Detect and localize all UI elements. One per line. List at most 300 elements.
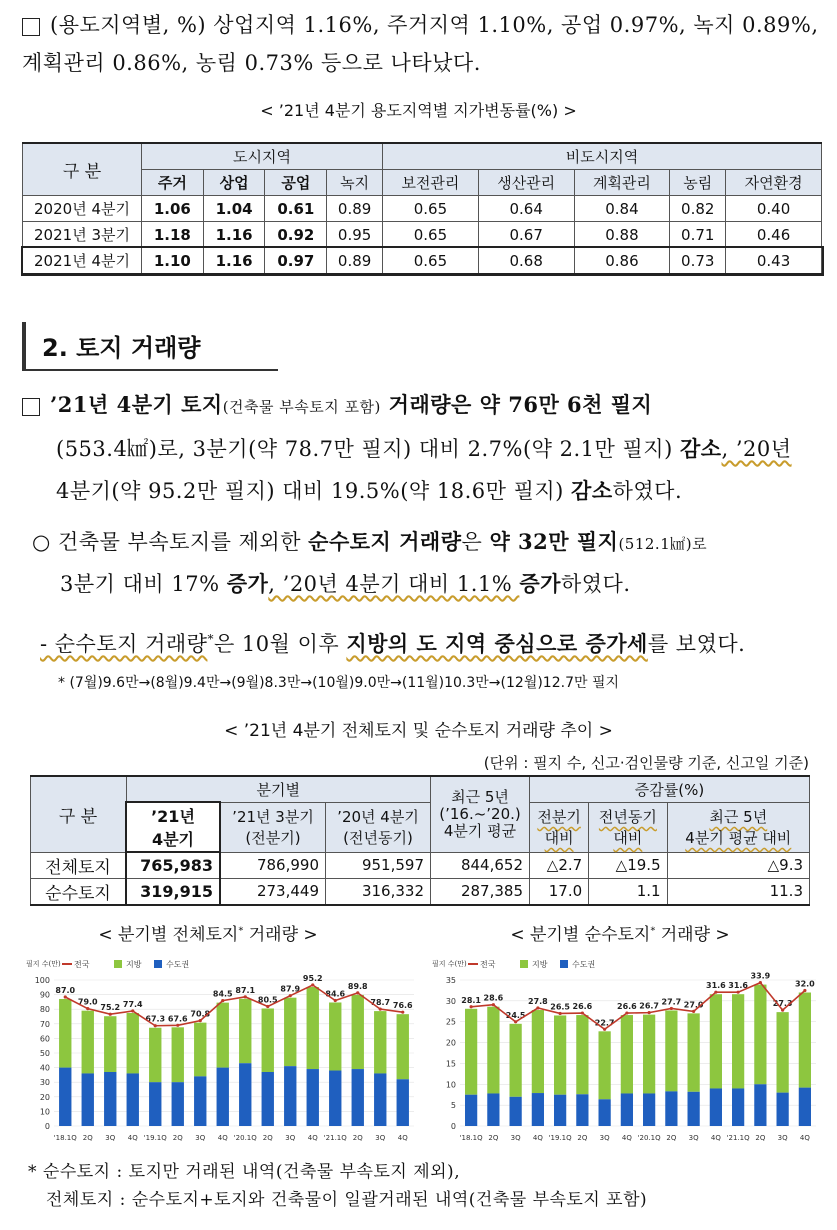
cell: 0.65	[383, 222, 479, 248]
x-tick-label: '19.1Q	[548, 1134, 572, 1142]
cell: 0.84	[574, 196, 670, 222]
table2-row-header: 구 분	[31, 776, 127, 852]
data-label: 33.9	[750, 971, 771, 981]
bar-local	[262, 1008, 274, 1072]
cell: 1.04	[203, 196, 265, 222]
line-point	[470, 1005, 473, 1008]
bar-capital	[732, 1088, 744, 1126]
y-tick-label: 20	[445, 1038, 456, 1048]
t1-col-8: 자연환경	[726, 170, 822, 196]
chart1-title	[28, 920, 388, 945]
legend-swatch-icon	[154, 960, 162, 968]
cell: 0.61	[265, 196, 327, 222]
col-recent5	[431, 776, 530, 852]
cell: 1.06	[142, 196, 204, 222]
bar-local	[127, 1013, 139, 1073]
bar-local	[621, 1015, 633, 1093]
line-point	[86, 1007, 89, 1010]
bar-capital	[172, 1082, 184, 1126]
cell: △19.5	[589, 852, 667, 878]
group-quarter: 분기별	[126, 776, 431, 802]
data-label: 67.6	[167, 1014, 188, 1024]
x-tick-label: '20.1Q	[637, 1134, 661, 1142]
legend-label: 지방	[126, 960, 142, 969]
t1-col-2: 공업	[265, 170, 327, 196]
line-point	[266, 1005, 269, 1008]
bar-local	[352, 995, 364, 1069]
x-tick-label: 4Q	[307, 1134, 318, 1142]
cell: 0.82	[670, 196, 726, 222]
data-label: 87.0	[55, 985, 76, 995]
line-point	[289, 994, 292, 997]
line-point	[64, 995, 67, 998]
bar-capital	[284, 1066, 296, 1126]
pure-land-chart	[428, 956, 824, 1146]
data-label: 77.4	[122, 999, 143, 1009]
line-point	[379, 1007, 382, 1010]
t1-col-0: 주거	[142, 170, 204, 196]
bar-local	[777, 1012, 789, 1093]
legend-label: 전국	[480, 960, 496, 969]
bar-local	[665, 1010, 677, 1091]
p1-a: ’21년 4분기 토지	[50, 392, 223, 417]
line-point	[559, 1012, 562, 1015]
data-label: 87.1	[235, 985, 256, 995]
y-tick-label: 20	[39, 1092, 50, 1102]
bar-local	[239, 999, 251, 1063]
x-tick-label: 2Q	[577, 1134, 588, 1142]
x-tick-label: 4Q	[127, 1134, 138, 1142]
bar-local	[754, 985, 766, 1085]
data-label: 31.6	[706, 981, 726, 991]
bar-capital	[239, 1063, 251, 1126]
t2-chgcol-line: 대비	[544, 829, 574, 847]
p2-h: , ’20년 4분기 대비 1.1%	[268, 572, 520, 596]
x-tick-label: 3Q	[688, 1134, 699, 1142]
line-point	[603, 1028, 606, 1031]
bar-capital	[307, 1069, 319, 1126]
x-tick-label: '21.1Q	[323, 1134, 347, 1142]
table2-unit: (단위 : 필지 수, 신고·검인물량 기준, 신고일 기준)	[483, 754, 809, 772]
bar-capital	[104, 1072, 116, 1126]
data-label: 27.7	[661, 997, 682, 1007]
bar-capital	[754, 1084, 766, 1126]
t2-qcol-line: (전년동기)	[343, 829, 413, 847]
line-point	[625, 1011, 628, 1014]
y-tick-label: 15	[445, 1059, 456, 1069]
cell: 0.65	[383, 196, 479, 222]
data-label: 78.7	[370, 998, 391, 1008]
line-point	[514, 1020, 517, 1023]
bar-capital	[149, 1082, 161, 1126]
bar-local	[532, 1010, 544, 1093]
cell: 287,385	[431, 878, 530, 905]
bar-capital	[127, 1073, 139, 1126]
p2-f: 3분기 대비 17%	[60, 572, 227, 596]
bar-local	[643, 1015, 655, 1094]
fn-l1b: 토지만 거래된 내역(건축물 부속토지 제외),	[128, 1162, 461, 1182]
x-tick-label: 2Q	[488, 1134, 499, 1142]
chart2-title	[440, 920, 800, 945]
p2-b: 순수토지 거래량	[308, 529, 462, 554]
line-point	[356, 991, 359, 994]
x-tick-label: 4Q	[217, 1134, 228, 1142]
c1t-sup: *	[238, 925, 244, 937]
data-label: 27.8	[528, 997, 548, 1007]
cell: 951,597	[326, 852, 431, 878]
table-row	[31, 852, 810, 878]
y-tick-label: 0	[44, 1122, 50, 1131]
p2-i: 증가	[519, 571, 561, 596]
cell: 0.95	[327, 222, 383, 248]
y-tick-label: 70	[39, 1019, 50, 1029]
cell: 786,990	[220, 852, 326, 878]
bar-local	[149, 1028, 161, 1082]
volume-table	[30, 775, 810, 906]
p2-d: 약 32만 필지	[489, 529, 619, 554]
bar-capital	[217, 1068, 229, 1126]
line-point	[311, 983, 314, 986]
line-point	[714, 991, 717, 994]
y-tick-label: 100	[34, 976, 50, 985]
data-label: 67.3	[145, 1014, 166, 1024]
intro-bullet	[22, 6, 822, 82]
data-label: 79.0	[77, 997, 98, 1007]
y-tick-label: 50	[39, 1049, 50, 1058]
bar-capital	[510, 1097, 522, 1126]
cell: 0.68	[478, 248, 574, 275]
t2-qcol-line: ’21년	[151, 807, 195, 826]
bar-capital	[643, 1093, 655, 1126]
data-label: 31.6	[728, 981, 748, 991]
t1-col-6: 계획관리	[574, 170, 670, 196]
x-tick-label: 2Q	[352, 1134, 363, 1142]
bar-local	[329, 1002, 341, 1070]
t2-qcol-line: ’21년 3분기	[232, 808, 314, 826]
t2-qcol-2	[326, 802, 431, 852]
data-label: 28.1	[461, 995, 481, 1005]
data-label: 84.6	[325, 989, 346, 999]
bar-local	[510, 1024, 522, 1097]
line-point	[221, 999, 224, 1002]
cell: △2.7	[530, 852, 589, 878]
p3-d: 를 보였다.	[647, 632, 746, 656]
c1t-a: < 분기별 전체토지	[98, 925, 239, 945]
legend-label: 전국	[74, 960, 90, 969]
line-point	[401, 1011, 404, 1014]
bar-local	[397, 1014, 409, 1079]
line-point	[199, 1019, 202, 1022]
t1-col-4: 보전관리	[383, 170, 479, 196]
bar-capital	[554, 1095, 566, 1126]
monthly-note: * (7월)9.6만→(8월)9.4만→(9월)8.3만→(10월)9.0만→(11월)10.3만→(12월)12.7만 필지	[58, 675, 619, 691]
x-tick-label: '20.1Q	[233, 1134, 257, 1142]
p3-sup: *	[207, 632, 214, 646]
t2-qcol-line: (전분기)	[245, 829, 301, 847]
cell: 0.64	[478, 196, 574, 222]
cell: 765,983	[126, 852, 220, 878]
table-row	[31, 878, 810, 905]
bar-capital	[397, 1079, 409, 1126]
cell: 1.10	[142, 248, 204, 275]
p1-c: 거래량은 약 76만 6천 필지	[380, 392, 653, 417]
cell: 316,332	[326, 878, 431, 905]
p1-i: 하였다.	[612, 479, 683, 503]
bar-local	[576, 1015, 588, 1094]
x-tick-label: '19.1Q	[143, 1134, 167, 1142]
data-label: 70.8	[190, 1009, 211, 1019]
line-point	[803, 989, 806, 992]
legend-swatch-icon	[114, 960, 122, 968]
fn-l2b: 순수토지+토지와 건축물이 일괄거래된 내역(건축물 부속토지 포함)	[131, 1190, 648, 1210]
line-point	[154, 1024, 157, 1027]
table-row	[23, 196, 822, 222]
y-tick-label: 0	[450, 1122, 456, 1131]
data-label: 27.3	[772, 999, 793, 1009]
bar-capital	[329, 1071, 341, 1126]
t2-chgcol-line: 최근 5년	[709, 808, 768, 826]
bar-local	[487, 1007, 499, 1094]
t1-col-3: 녹지	[327, 170, 383, 196]
table-row	[23, 222, 822, 248]
line-point	[492, 1003, 495, 1006]
y-tick-label: 80	[39, 1005, 50, 1015]
row-label: 2021년 3분기	[23, 222, 142, 248]
x-tick-label: '21.1Q	[726, 1134, 750, 1142]
line-point	[781, 1009, 784, 1012]
data-label: 76.6	[392, 1001, 413, 1011]
bar-local	[710, 994, 722, 1088]
p1-f: , ’20년	[721, 437, 792, 461]
table1-row-header: 구 분	[23, 143, 142, 196]
cell: 273,449	[220, 878, 326, 905]
p1-d: (553.4㎢)로, 3분기(약 78.7만 필지) 대비 2.7%(약 2.1만 필지)	[56, 437, 680, 461]
cell: 1.1	[589, 878, 667, 905]
bar-capital	[777, 1093, 789, 1126]
recent5-l3: 4분기 평균	[443, 821, 517, 840]
t2-chgcol-line: 4분기 평균 대비	[685, 829, 792, 847]
data-label: 95.2	[302, 974, 323, 984]
p3-b: 은 10월 이후	[213, 632, 347, 656]
line-point	[244, 995, 247, 998]
bar-local	[599, 1031, 611, 1099]
x-tick-label: '18.1Q	[53, 1134, 77, 1142]
cell: 844,652	[431, 852, 530, 878]
bar-capital	[576, 1094, 588, 1126]
cell: 0.65	[383, 248, 479, 275]
bar-local	[172, 1027, 184, 1082]
bar-capital	[352, 1069, 364, 1126]
t1-col-7: 농림	[670, 170, 726, 196]
p1-b: (건축물 부속토지 포함)	[222, 398, 381, 416]
cell: 1.18	[142, 222, 204, 248]
legend-label: 수도권	[166, 960, 190, 969]
cell: 1.16	[203, 222, 265, 248]
t2-qcol-line: ’20년 4분기	[337, 808, 419, 826]
y-axis-label: 필지 수(만)	[26, 960, 61, 968]
checkbox-square-icon	[22, 398, 40, 416]
cell: 0.86	[574, 248, 670, 275]
group-urban: 도시지역	[142, 143, 383, 170]
group-change: 증감률(%)	[530, 776, 810, 802]
y-tick-label: 60	[39, 1034, 50, 1044]
t2-qcol-line: 4분기	[151, 830, 195, 849]
bar-local	[59, 999, 71, 1068]
cell: 0.71	[670, 222, 726, 248]
data-label: 32.0	[795, 979, 815, 989]
bar-local	[688, 1013, 700, 1091]
t1-col-1: 상업	[203, 170, 265, 196]
t2-chgcol-line: 대비	[613, 829, 643, 847]
group-nonurban: 비도시지역	[383, 143, 822, 170]
p2-j: 하였다.	[560, 572, 631, 596]
legend-swatch-icon	[560, 960, 568, 968]
paragraph-trend	[40, 620, 830, 663]
cell: 17.0	[530, 878, 589, 905]
line-point	[536, 1006, 539, 1009]
t1-col-5: 생산관리	[478, 170, 574, 196]
line-point	[581, 1011, 584, 1014]
bar-local	[374, 1011, 386, 1073]
c2t-sup: *	[650, 925, 656, 937]
intro-text: (용도지역별, %) 상업지역 1.16%, 주거지역 1.10%, 공업 0.97%, 녹지 0.89%, 계획관리 0.86%, 농림 0.73% 등으로 나타났다.	[22, 13, 819, 75]
line-point	[737, 991, 740, 994]
data-label: 26.7	[639, 1001, 659, 1011]
line-point	[692, 1010, 695, 1013]
y-tick-label: 35	[445, 976, 456, 985]
bar-local	[799, 993, 811, 1088]
land-price-table	[22, 142, 822, 275]
cell: 0.46	[726, 222, 822, 248]
x-tick-label: 3Q	[777, 1134, 788, 1142]
bar-capital	[374, 1073, 386, 1126]
bar-local	[307, 987, 319, 1069]
y-axis-label: 필지 수(만)	[432, 960, 467, 968]
x-tick-label: 4Q	[799, 1134, 810, 1142]
p2-e: (512.1㎢)로	[618, 535, 708, 553]
fn-l1a: * 순수토지 :	[28, 1162, 129, 1182]
x-tick-label: 4Q	[710, 1134, 721, 1142]
c1t-c: 거래량 >	[243, 925, 318, 945]
table1-caption: < ’21년 4분기 용도지역별 지가변동률(%) >	[260, 101, 577, 120]
bar-capital	[465, 1095, 477, 1126]
data-label: 80.5	[257, 995, 278, 1005]
x-tick-label: 4Q	[397, 1134, 408, 1142]
bar-capital	[82, 1073, 94, 1126]
cell: 0.89	[327, 196, 383, 222]
t2-qcol-0	[126, 802, 220, 852]
bar-capital	[532, 1093, 544, 1126]
total-land-chart	[22, 956, 422, 1146]
row-label: 2020년 4분기	[23, 196, 142, 222]
cell: 0.92	[265, 222, 327, 248]
x-tick-label: 2Q	[755, 1134, 766, 1142]
x-tick-label: '18.1Q	[459, 1134, 483, 1142]
cell: 0.97	[265, 248, 327, 275]
bar-local	[732, 994, 744, 1088]
row-label: 2021년 4분기	[23, 248, 142, 275]
x-tick-label: 2Q	[82, 1134, 93, 1142]
x-tick-label: 4Q	[621, 1134, 632, 1142]
bar-capital	[799, 1088, 811, 1126]
checkbox-square-icon	[22, 18, 40, 36]
p3-a: - 순수토지 거래량	[40, 632, 208, 656]
y-tick-label: 90	[39, 990, 50, 1000]
cell: △9.3	[667, 852, 809, 878]
data-label: 87.9	[280, 984, 301, 994]
t2-qcol-1	[220, 802, 326, 852]
cell: 0.88	[574, 222, 670, 248]
t2-chgcol-line: 전분기	[537, 808, 581, 826]
p1-h: 감소	[571, 478, 613, 503]
line-point	[334, 999, 337, 1002]
x-tick-label: 3Q	[375, 1134, 386, 1142]
bar-local	[554, 1015, 566, 1094]
cell: 319,915	[126, 878, 220, 905]
line-point	[759, 981, 762, 984]
footnote	[28, 1158, 828, 1214]
bar-capital	[665, 1091, 677, 1126]
y-tick-label: 25	[445, 1017, 456, 1027]
bar-local	[104, 1016, 116, 1072]
p2-c: 은	[461, 530, 490, 554]
row-label: 순수토지	[31, 878, 127, 905]
bar-local	[217, 1003, 229, 1068]
p2-a: ○ 건축물 부속토지를 제외한	[32, 530, 309, 554]
paragraph-volume	[22, 384, 827, 512]
p3-c: 지방의 도 지역 중심으로 증가세	[346, 631, 648, 656]
bar-capital	[487, 1093, 499, 1126]
bar-capital	[59, 1068, 71, 1126]
y-tick-label: 10	[39, 1107, 50, 1117]
t2-chgcol-0	[530, 802, 589, 852]
bar-capital	[194, 1076, 206, 1126]
x-tick-label: 3Q	[105, 1134, 116, 1142]
x-tick-label: 2Q	[666, 1134, 677, 1142]
cell: 11.3	[667, 878, 809, 905]
bar-local	[465, 1009, 477, 1095]
data-label: 75.2	[100, 1003, 121, 1013]
y-tick-label: 30	[39, 1078, 50, 1088]
line-point	[131, 1009, 134, 1012]
cell: 0.89	[327, 248, 383, 275]
bar-capital	[599, 1099, 611, 1126]
paragraph-pure-land	[32, 522, 827, 604]
c2t-a: < 분기별 순수토지	[510, 925, 651, 945]
bar-capital	[621, 1093, 633, 1126]
bar-capital	[710, 1088, 722, 1126]
cell: 1.16	[203, 248, 265, 275]
data-label: 84.5	[212, 989, 233, 999]
bar-capital	[262, 1072, 274, 1126]
data-label: 26.6	[572, 1002, 593, 1012]
table-row	[23, 248, 822, 275]
data-label: 28.6	[483, 993, 504, 1003]
x-tick-label: 3Q	[195, 1134, 206, 1142]
x-tick-label: 3Q	[599, 1134, 610, 1142]
y-tick-label: 30	[445, 996, 456, 1006]
fn-l2a: 전체토지 :	[46, 1190, 132, 1210]
x-tick-label: 3Q	[285, 1134, 296, 1142]
recent5-l1: 최근 5년	[451, 787, 509, 806]
line-point	[176, 1024, 179, 1027]
legend-swatch-icon	[520, 960, 528, 968]
line-point	[648, 1011, 651, 1014]
t2-chgcol-line: 전년동기	[598, 808, 657, 826]
bar-local	[194, 1023, 206, 1077]
x-tick-label: 3Q	[510, 1134, 521, 1142]
data-label: 24.5	[505, 1010, 526, 1020]
